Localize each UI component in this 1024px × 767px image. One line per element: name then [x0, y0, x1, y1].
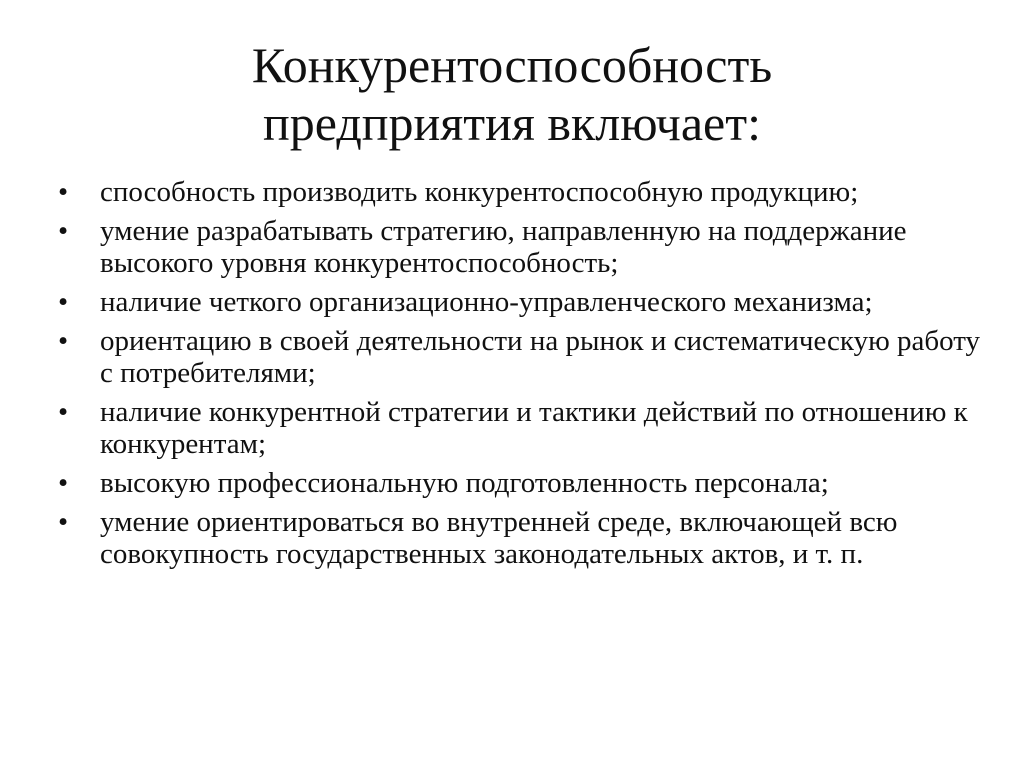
bullet-dot-icon: • — [58, 396, 69, 428]
slide-title-line-1: Конкурентоспособность — [251, 37, 773, 93]
bullet-dot-icon: • — [58, 325, 69, 357]
bullet-text: высокую профессиональную подготовленность персонала; — [100, 467, 829, 499]
bullet-text: ориентацию в своей деятельности на рынок и систематическую работу с потребителями; — [100, 325, 981, 389]
bullet-item — [58, 176, 988, 208]
bullet-dot-icon: • — [58, 286, 69, 318]
bullet-dot-icon: • — [58, 506, 69, 538]
bullet-text: наличие четкого организационно-управленческого механизма; — [100, 286, 873, 318]
bullet-text: наличие конкурентной стратегии и тактики действий по отношению к конкурентам; — [100, 396, 968, 460]
slide-title-line-2: предприятия включает: — [263, 95, 761, 151]
bullet-item — [58, 325, 988, 389]
bullet-text: умение ориентироваться во внутренней среде, включающей всю совокупность государственных законодательных актов, и т. п. — [100, 506, 898, 570]
bullet-dot-icon: • — [58, 215, 69, 247]
bullet-item — [58, 467, 988, 499]
bullet-item — [58, 215, 988, 279]
bullet-text: способность производить конкурентоспособную продукцию; — [100, 176, 859, 208]
bullet-dot-icon: • — [58, 176, 69, 208]
bullet-item — [58, 286, 988, 318]
bullet-dot-icon: • — [58, 467, 69, 499]
bullet-item — [58, 506, 988, 570]
bullet-list — [58, 176, 988, 577]
slide-title — [0, 36, 1024, 152]
bullet-item — [58, 396, 988, 460]
bullet-text: умение разрабатывать стратегию, направленную на поддержание высокого уровня конкурентоспособность; — [100, 215, 907, 279]
